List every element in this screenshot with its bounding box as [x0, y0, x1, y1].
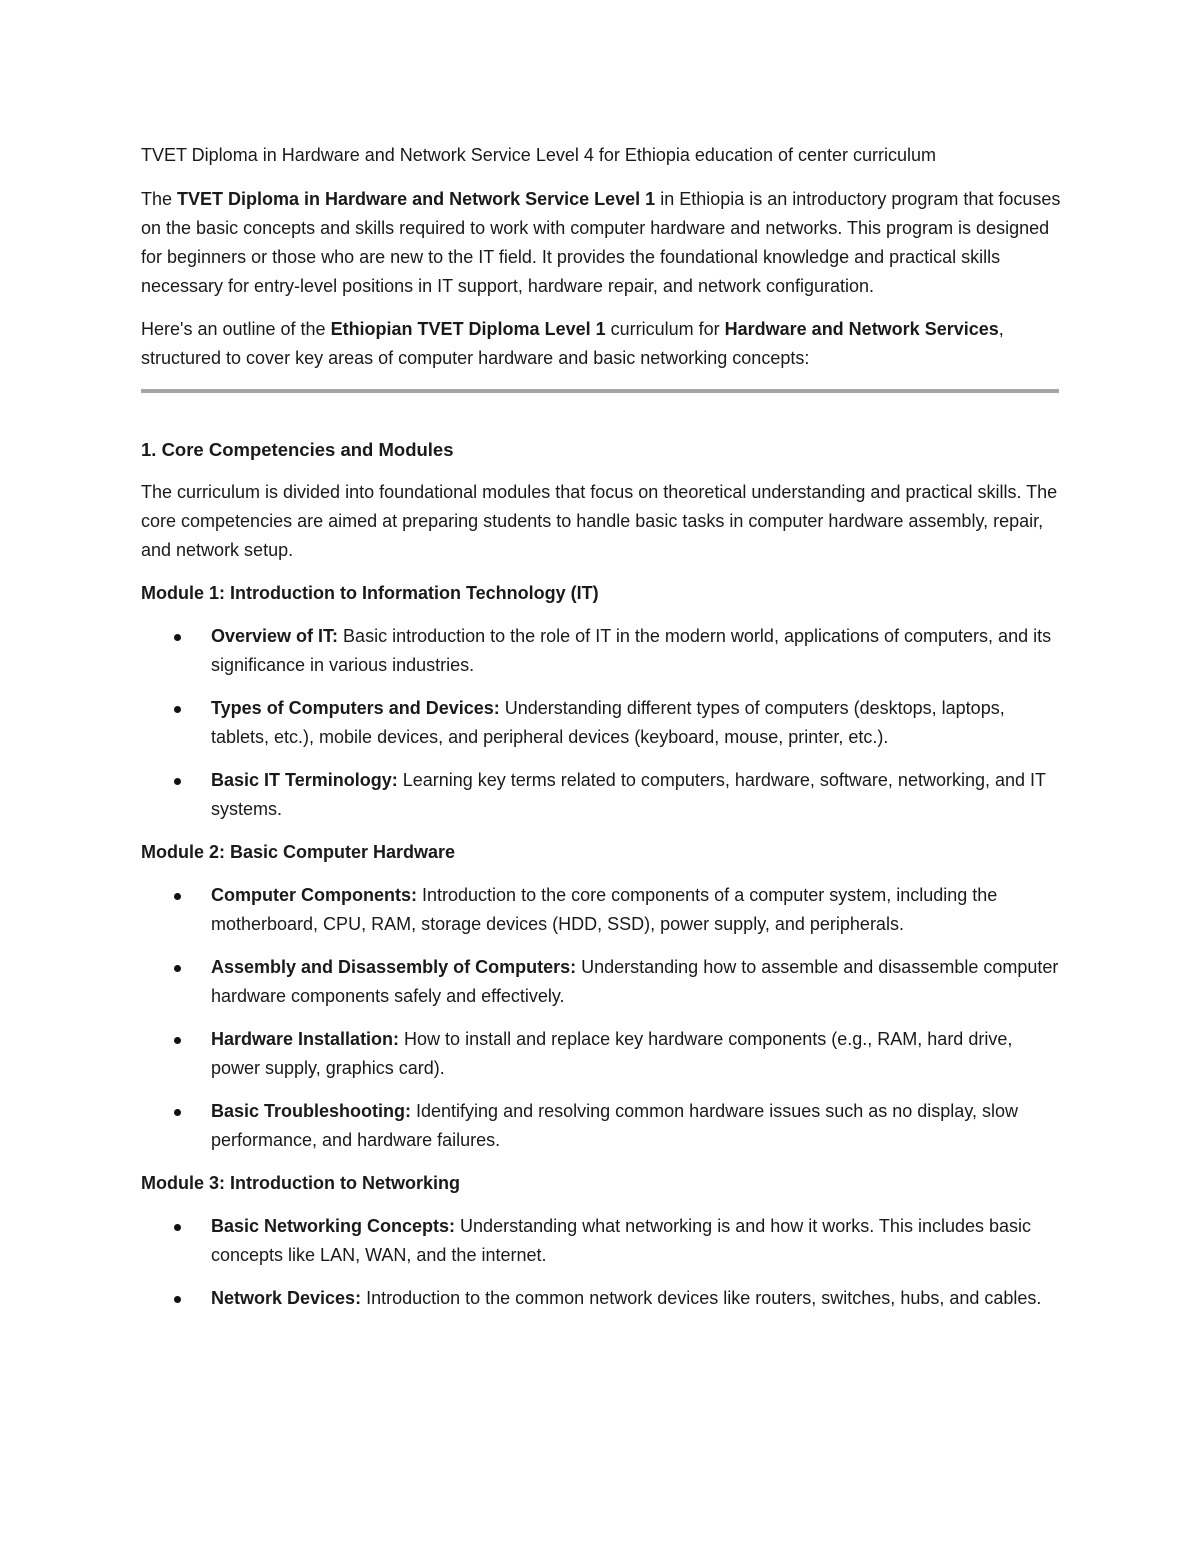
intro-program-name: TVET Diploma in Hardware and Network Service Level 1	[177, 189, 656, 209]
bullet-icon	[174, 1224, 181, 1231]
item-description: Learning key terms related to computers, hardware, software, networking, and IT systems.	[211, 770, 1046, 819]
list-item	[141, 622, 1061, 680]
item-description: How to install and replace key hardware components (e.g., RAM, hard drive, power supply, graphics card).	[211, 1029, 1013, 1078]
item-term: Computer Components:	[211, 885, 417, 905]
item-description: Basic introduction to the role of IT in the modern world, applications of computers, and its significance in various industries.	[211, 626, 1052, 675]
list-item	[141, 1097, 1061, 1155]
section-paragraph: The curriculum is divided into foundational modules that focus on theoretical understanding and practical skills. The core competencies are aimed at preparing students to handle basic tasks in computer hardware assembly, repair, and network setup.	[141, 482, 1058, 560]
horizontal-rule	[141, 389, 1059, 393]
outline-bold-services: Hardware and Network Services	[724, 319, 999, 339]
item-term: Overview of IT:	[211, 626, 339, 646]
item-term: Basic Troubleshooting:	[211, 1101, 412, 1121]
list-item	[141, 694, 1061, 752]
module-item-list	[141, 881, 1061, 1155]
item-description: Introduction to the common network devices like routers, switches, hubs, and cables.	[361, 1288, 1042, 1308]
item-term: Network Devices:	[211, 1288, 362, 1308]
document-page	[141, 141, 1061, 1327]
bullet-icon	[174, 1109, 181, 1116]
list-item	[141, 766, 1061, 824]
intro-text: in Ethiopia is an introductory program that focuses on the basic concepts and skills required to work with computer hardware and networks. This program is designed for beginners or those who are new to the IT field. It provides the foundational knowledge and practical skills necessary for entry-level positions in IT support, hardware repair, and network configuration.	[141, 189, 1061, 296]
outline-middle: curriculum for	[605, 319, 725, 339]
intro-prefix: The	[141, 189, 178, 209]
module-item-list	[141, 622, 1061, 824]
module-heading: Module 2: Basic Computer Hardware	[141, 842, 456, 862]
module-heading: Module 3: Introduction to Networking	[141, 1173, 460, 1193]
item-description: Identifying and resolving common hardware issues such as no display, slow performance, and hardware failures.	[211, 1101, 1018, 1150]
outline-text: , structured to cover key areas of computer hardware and basic networking concepts:	[141, 319, 1004, 368]
item-term: Types of Computers and Devices:	[211, 698, 500, 718]
list-item	[141, 1284, 1061, 1313]
item-term: Assembly and Disassembly of Computers:	[211, 957, 577, 977]
section-heading: 1. Core Competencies and Modules	[141, 439, 454, 460]
list-item	[141, 1025, 1061, 1083]
item-description: Understanding how to assemble and disassemble computer hardware components safely and effectively.	[211, 957, 1059, 1006]
bullet-icon	[174, 1037, 181, 1044]
module-heading: Module 1: Introduction to Information Technology (IT)	[141, 583, 599, 603]
list-item	[141, 881, 1061, 939]
item-description: Understanding what networking is and how it works. This includes basic concepts like LAN, WAN, and the internet.	[211, 1216, 1032, 1265]
list-item	[141, 953, 1061, 1011]
item-description: Understanding different types of computers (desktops, laptops, tablets, etc.), mobile devices, and peripheral devices (keyboard, mouse, printer, etc.).	[211, 698, 1005, 747]
item-description: Introduction to the core components of a computer system, including the motherboard, CPU, RAM, storage devices (HDD, SSD), power supply, and peripherals.	[211, 885, 998, 934]
bullet-icon	[174, 706, 181, 713]
document-title: TVET Diploma in Hardware and Network Service Level 4 for Ethiopia education of center curriculum	[141, 145, 937, 165]
outline-paragraph	[141, 315, 1061, 373]
module-item-list	[141, 1212, 1061, 1313]
bullet-icon	[174, 634, 181, 641]
bullet-icon	[174, 893, 181, 900]
bullet-icon	[174, 778, 181, 785]
intro-paragraph	[141, 185, 1061, 301]
item-term: Hardware Installation:	[211, 1029, 400, 1049]
bullet-icon	[174, 1296, 181, 1303]
bullet-icon	[174, 965, 181, 972]
outline-prefix: Here's an outline of the	[141, 319, 331, 339]
item-term: Basic Networking Concepts:	[211, 1216, 456, 1236]
outline-bold-diploma: Ethiopian TVET Diploma Level 1	[330, 319, 606, 339]
item-term: Basic IT Terminology:	[211, 770, 398, 790]
list-item	[141, 1212, 1061, 1270]
